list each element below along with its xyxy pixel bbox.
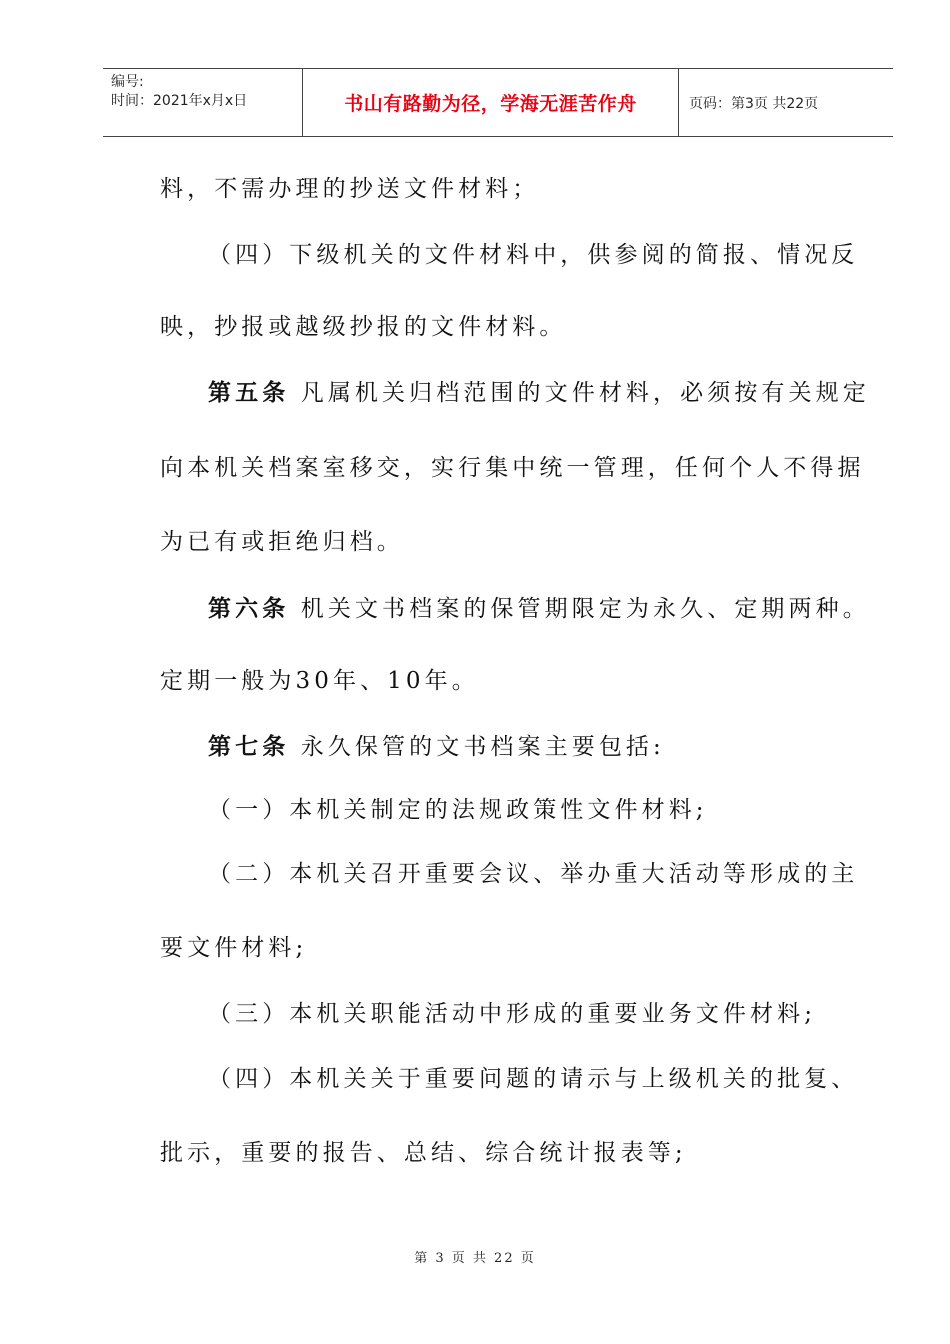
article-text: 机关文书档案的保管期限定为永久、定期两种。 — [300, 596, 870, 622]
article-5 — [208, 374, 870, 407]
paragraph-line: 要文件材料; — [160, 935, 308, 961]
article-title: 第五条 — [208, 380, 290, 406]
header-motto: 书山有路勤为径，学海无涯苦作舟 — [303, 69, 679, 136]
paragraph-line: 映，抄报或越级抄报的文件材料。 — [160, 314, 567, 340]
article-text: 永久保管的文书档案主要包括: — [300, 734, 665, 760]
paragraph-line: （三）本机关职能活动中形成的重要业务文件材料; — [208, 1001, 817, 1027]
article-6 — [208, 590, 870, 623]
header-meta — [103, 69, 303, 136]
time-label: 时间：2021年x月x日 — [111, 93, 248, 109]
article-title: 第六条 — [208, 596, 290, 622]
page-footer: 第 3 页 共 22 页 — [414, 1251, 536, 1266]
paragraph-line: （一）本机关制定的法规政策性文件材料; — [208, 797, 708, 823]
article-title: 第七条 — [208, 734, 290, 760]
header-page-info: 页码：第3页 共22页 — [689, 95, 819, 112]
article-7 — [208, 728, 665, 761]
paragraph-line: 定期一般为30年、10年。 — [160, 668, 479, 694]
paragraph-line: 料，不需办理的抄送文件材料； — [160, 176, 540, 202]
paragraph-line: 为已有或拒绝归档。 — [160, 529, 404, 555]
paragraph-line: （四）本机关关于重要问题的请示与上级机关的批复、 — [208, 1066, 859, 1092]
paragraph-line: （四）下级机关的文件材料中，供参阅的简报、情况反 — [208, 242, 859, 268]
page-header — [103, 68, 893, 137]
paragraph-line: 批示，重要的报告、总结、综合统计报表等; — [160, 1140, 687, 1166]
paragraph-line: （二）本机关召开重要会议、举办重大活动等形成的主 — [208, 861, 859, 887]
paragraph-line: 向本机关档案室移交，实行集中统一管理，任何个人不得据 — [160, 455, 865, 481]
article-text: 凡属机关归档范围的文件材料，必须按有关规定 — [300, 380, 870, 406]
number-label: 编号: — [111, 74, 144, 90]
